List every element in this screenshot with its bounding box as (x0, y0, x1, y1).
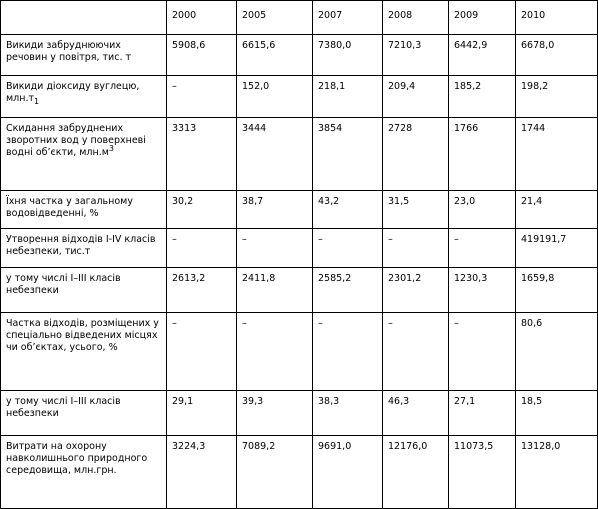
table-row (1, 76, 598, 118)
table-cell: 3444 (237, 118, 313, 191)
label-mark: 1 (34, 97, 40, 106)
table-cell: – (449, 313, 516, 391)
row-label-text: Скидання забруднених зворотних вод у поверхневі водні об’єкти, млн.м (6, 123, 146, 158)
table-cell: 80,6 (516, 313, 598, 391)
table-cell: – (237, 313, 313, 391)
year-header: 2010 (516, 1, 598, 35)
table-cell: 2728 (383, 118, 449, 191)
row-label-waste-placed-share: Частка відходів, розміщених у спеціально відведених місцях чи об’єктах, усього, % (1, 313, 167, 391)
table-cell: 419191,7 (516, 229, 598, 268)
table-cell: – (167, 229, 237, 268)
table-cell: 6678,0 (516, 35, 598, 76)
table-row (1, 391, 598, 436)
table-cell: 23,0 (449, 191, 516, 229)
table-row (1, 436, 598, 509)
table-cell: 7089,2 (237, 436, 313, 509)
table-cell: – (167, 313, 237, 391)
table-cell: – (383, 229, 449, 268)
table-cell: 2585,2 (313, 268, 383, 313)
table-cell: – (313, 229, 383, 268)
table-cell: 27,1 (449, 391, 516, 436)
table-cell: 2613,2 (167, 268, 237, 313)
table-row (1, 35, 598, 76)
row-label-co2-emissions (1, 76, 167, 118)
row-label-text: Викиди діоксиду вуглецю, млн.т (6, 81, 140, 104)
header-corner-cell (1, 1, 167, 35)
table-cell: – (449, 229, 516, 268)
table-cell: 13128,0 (516, 436, 598, 509)
table-cell: 3854 (313, 118, 383, 191)
table-cell: 3313 (167, 118, 237, 191)
year-header: 2005 (237, 1, 313, 35)
table-cell: – (237, 229, 313, 268)
table-row (1, 118, 598, 191)
header-row (1, 1, 598, 35)
table-row (1, 229, 598, 268)
table-cell: 1766 (449, 118, 516, 191)
table-row (1, 191, 598, 229)
table-row (1, 313, 598, 391)
table-cell: 43,2 (313, 191, 383, 229)
table-cell: 7380,0 (313, 35, 383, 76)
table-cell: 9691,0 (313, 436, 383, 509)
table-cell: 209,4 (383, 76, 449, 118)
row-label-wastewater-discharge (1, 118, 167, 191)
table-cell: 152,0 (237, 76, 313, 118)
table-cell: 11073,5 (449, 436, 516, 509)
row-label-hazard-classes-1-3: у тому числі I–III класів небезпеки (1, 268, 167, 313)
table-cell: 1659,8 (516, 268, 598, 313)
table-cell: 29,1 (167, 391, 237, 436)
table-cell: 5908,6 (167, 35, 237, 76)
row-label-wastewater-share: Їхня частка у загальному водовідведенні, % (1, 191, 167, 229)
table-cell: 7210,3 (383, 35, 449, 76)
table-cell: 12176,0 (383, 436, 449, 509)
table-cell: 18,5 (516, 391, 598, 436)
table-cell: 1230,3 (449, 268, 516, 313)
table-cell: 46,3 (383, 391, 449, 436)
year-header: 2008 (383, 1, 449, 35)
table-cell: 218,1 (313, 76, 383, 118)
table-cell: 3224,3 (167, 436, 237, 509)
table-cell: 39,3 (237, 391, 313, 436)
table-cell: 38,3 (313, 391, 383, 436)
table-cell: 198,2 (516, 76, 598, 118)
table-cell: 6615,6 (237, 35, 313, 76)
label-mark: 3 (108, 144, 114, 153)
year-header: 2009 (449, 1, 516, 35)
table-cell: 31,5 (383, 191, 449, 229)
table-cell: 30,2 (167, 191, 237, 229)
table-cell: 1744 (516, 118, 598, 191)
table-cell: 185,2 (449, 76, 516, 118)
year-header: 2000 (167, 1, 237, 35)
row-label-air-emissions: Викиди забруднюючих речовин у повітря, тис. т (1, 35, 167, 76)
table-cell: 38,7 (237, 191, 313, 229)
table-row (1, 268, 598, 313)
table-cell: – (383, 313, 449, 391)
table-cell: – (167, 76, 237, 118)
table-cell: 21,4 (516, 191, 598, 229)
row-label-waste-generation: Утворення відходів I-IV класів небезпеки, тис.т (1, 229, 167, 268)
table-cell: 2411,8 (237, 268, 313, 313)
row-label-environmental-spending: Витрати на охорону навколишнього природного середовища, млн.грн. (1, 436, 167, 509)
table-cell: 6442,9 (449, 35, 516, 76)
year-header: 2007 (313, 1, 383, 35)
table-cell: – (313, 313, 383, 391)
row-label-hazard-classes-1-3-share: у тому числі I–III класів небезпеки (1, 391, 167, 436)
table-cell: 2301,2 (383, 268, 449, 313)
